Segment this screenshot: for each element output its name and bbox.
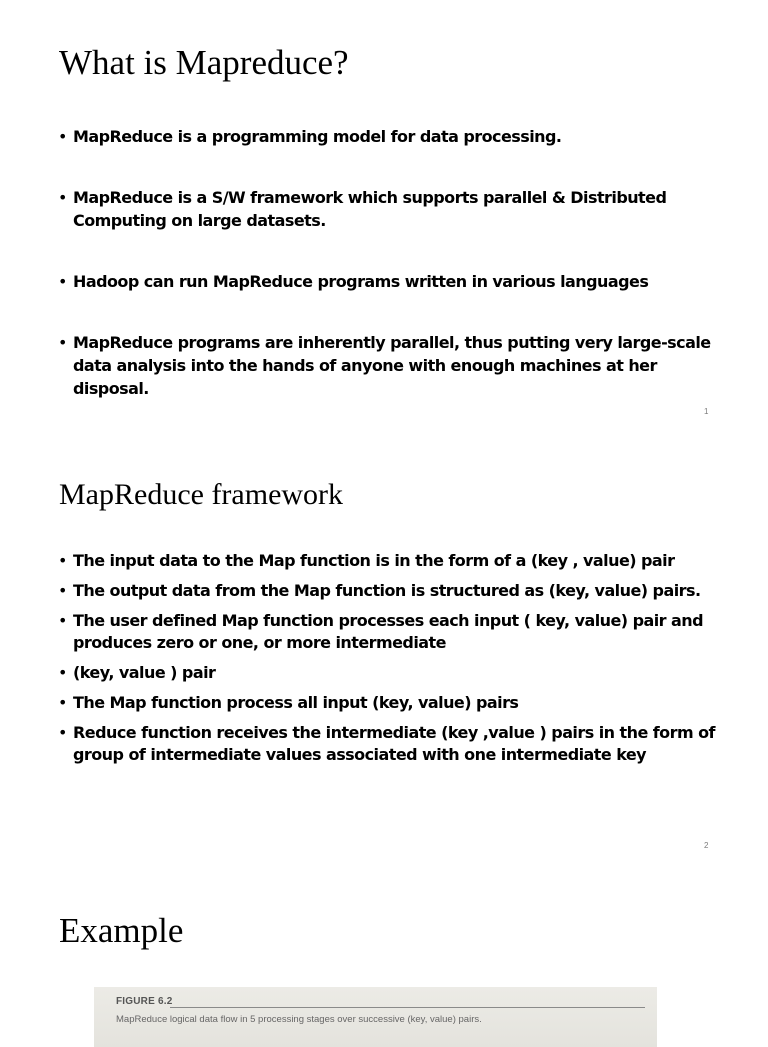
slide-2-bullet-list xyxy=(58,550,718,766)
bullet-item: • The Map function process all input (key, value) pairs xyxy=(58,692,718,714)
bullet-item: • The input data to the Map function is in the form of a (key , value) pair xyxy=(58,550,718,572)
slide-1-title: What is Mapreduce? xyxy=(59,43,349,82)
figure-caption: MapReduce logical data flow in 5 processing stages over successive (key, value) pairs. xyxy=(116,1014,482,1025)
slide-2-page-number: 2 xyxy=(704,841,709,850)
bullet-item: • Hadoop can run MapReduce programs written in various languages xyxy=(58,270,718,293)
bullet-item: • (key, value ) pair xyxy=(58,662,718,684)
figure-label: FIGURE 6.2 xyxy=(116,996,173,1007)
slide-1-bullet-list xyxy=(58,125,718,400)
slide-1 xyxy=(0,0,768,430)
figure-image xyxy=(94,987,657,1047)
bullet-item: • The output data from the Map function is structured as (key, value) pairs. xyxy=(58,580,718,602)
bullet-item: • MapReduce is a S/W framework which supports parallel & Distributed Computing on large datasets. xyxy=(58,186,718,232)
slide-3 xyxy=(0,875,768,1024)
figure-divider xyxy=(170,1007,645,1008)
bullet-item: • The user defined Map function processes each input ( key, value) pair and produces zero or one, or more intermediate xyxy=(58,610,718,654)
slide-2-title: MapReduce framework xyxy=(59,478,344,511)
slide-2 xyxy=(0,440,768,860)
slide-1-page-number: 1 xyxy=(704,407,709,416)
bullet-item: • Reduce function receives the intermediate (key ,value ) pairs in the form of group of intermediate values associated with one intermediate key xyxy=(58,722,718,766)
bullet-item: • MapReduce programs are inherently parallel, thus putting very large-scale data analysis into the hands of anyone with enough machines at her disposal. xyxy=(58,331,718,400)
bullet-item: • MapReduce is a programming model for data processing. xyxy=(58,125,718,148)
slide-3-title: Example xyxy=(59,911,184,950)
